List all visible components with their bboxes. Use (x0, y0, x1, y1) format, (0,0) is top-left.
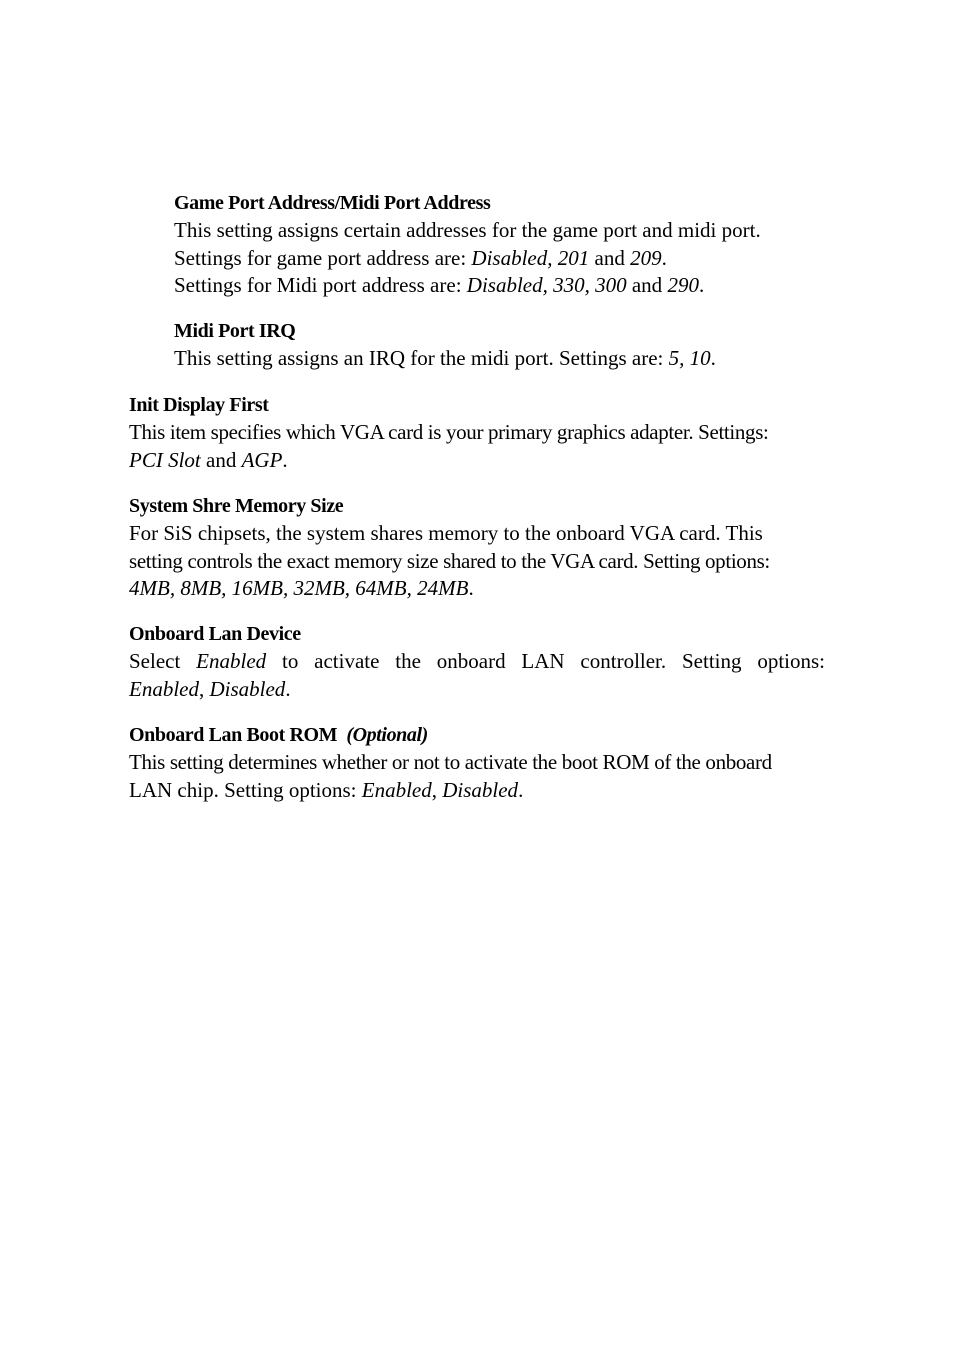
text-fragment: LAN chip. Setting options: (129, 777, 362, 802)
text-fragment: and (200, 447, 242, 472)
heading-midi-port-irq: Midi Port IRQ (174, 320, 296, 342)
text-line (129, 447, 825, 475)
text-line (129, 676, 825, 704)
optional-label: (Optional) (346, 724, 428, 746)
option-value: Disabled (209, 676, 286, 701)
section-midi-port-irq (174, 318, 824, 373)
text-fragment: . (661, 245, 667, 270)
text-fragment: Settings for Midi port address are: (174, 273, 467, 297)
option-value: AGP (241, 447, 283, 472)
text-fragment: to activate the onboard LAN controller. Setting options: (266, 649, 825, 673)
option-value: Disabled (442, 777, 519, 802)
heading-game-port-address: Game Port Address/Midi Port Address (174, 192, 491, 214)
text-fragment: , (198, 676, 210, 701)
text-line: This setting assigns certain addresses for the game port and midi port. (174, 218, 761, 242)
option-value: Enabled (361, 777, 432, 802)
text-line: This item specifies which VGA card is your primary graphics adapter. Settings: (129, 420, 769, 444)
option-values: 4MB, 8MB, 16MB, 32MB, 64MB, 24MB (129, 576, 469, 600)
option-value: PCI Slot (129, 447, 201, 472)
text-fragment: This setting assigns an IRQ for the midi port. Settings are: (174, 346, 669, 370)
description-onboard-lan-boot-rom (129, 749, 825, 804)
text-line (129, 777, 825, 805)
heading-text: Onboard Lan Boot ROM (129, 724, 338, 746)
description-midi-port-irq (174, 345, 824, 373)
text-line: For SiS chipsets, the system shares memory to the onboard VGA card. This (129, 521, 763, 545)
text-line (129, 648, 825, 676)
option-values: Disabled, 330, 300 (466, 273, 627, 297)
text-fragment: and (626, 273, 668, 297)
text-fragment: , (431, 777, 443, 802)
text-fragment: . (518, 777, 524, 802)
section-game-port-address (174, 190, 824, 300)
text-line (129, 575, 825, 603)
text-fragment: . (710, 346, 716, 370)
heading-onboard-lan-device: Onboard Lan Device (129, 623, 301, 645)
option-value: 209 (630, 245, 662, 270)
option-values: Disabled, 201 (471, 245, 590, 270)
heading-onboard-lan-boot-rom (129, 722, 825, 749)
description-init-display-first (129, 419, 825, 474)
option-value: Enabled (196, 649, 267, 673)
section-onboard-lan-device (129, 621, 825, 703)
text-fragment: . (285, 676, 291, 701)
description-game-port-address (174, 217, 824, 300)
description-system-share-memory-size (129, 520, 825, 603)
heading-init-display-first: Init Display First (129, 394, 269, 416)
text-fragment: . (282, 447, 288, 472)
text-fragment: Select (129, 649, 197, 673)
text-line (174, 345, 824, 373)
text-line (174, 272, 824, 300)
option-values: 5, 10 (668, 346, 711, 370)
section-onboard-lan-boot-rom (129, 722, 825, 804)
text-line: setting controls the exact memory size shared to the VGA card. Setting options: (129, 548, 770, 573)
text-fragment: Settings for game port address are: (174, 245, 472, 270)
text-line: This setting determines whether or not to activate the boot ROM of the onboard (129, 750, 772, 774)
description-onboard-lan-device (129, 648, 825, 703)
text-line (174, 245, 824, 273)
text-fragment: . (468, 576, 474, 600)
option-value: Enabled (129, 676, 199, 701)
heading-system-share-memory-size: System Shre Memory Size (129, 495, 344, 517)
section-init-display-first (129, 392, 825, 474)
text-fragment: and (589, 245, 631, 270)
text-fragment: . (698, 273, 705, 297)
section-system-share-memory-size (129, 493, 825, 603)
option-value: 290 (667, 273, 699, 297)
